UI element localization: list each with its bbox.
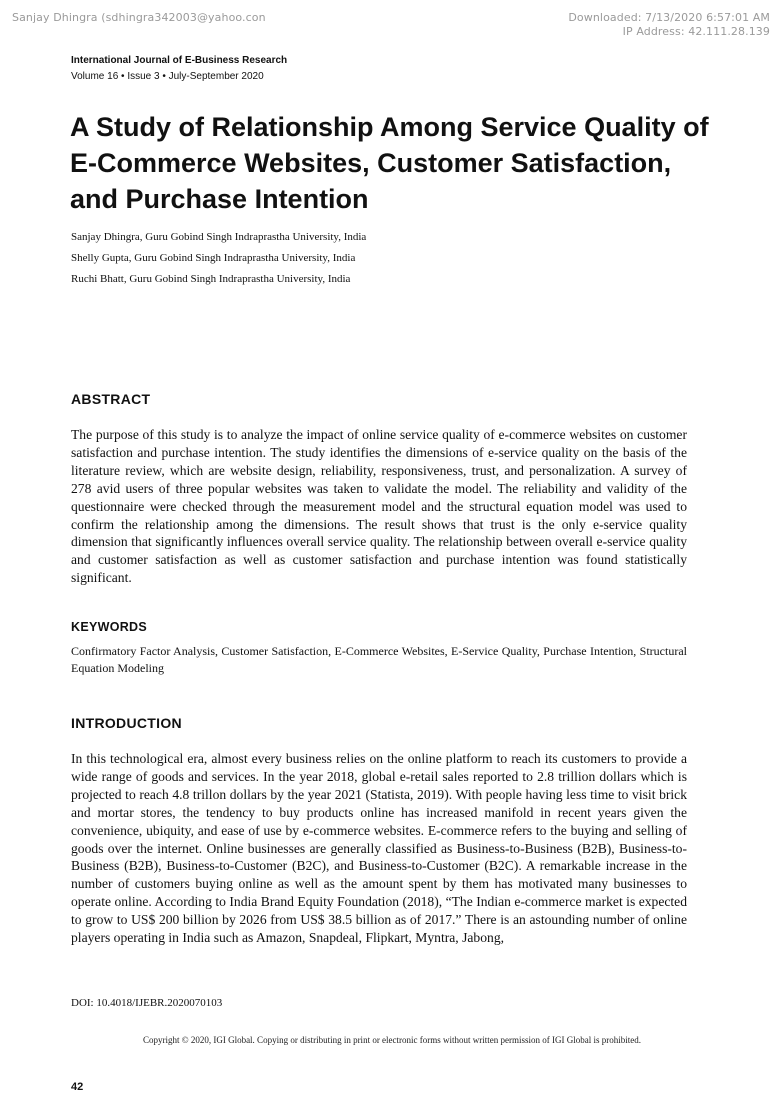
copyright-notice: Copyright © 2020, IGI Global. Copying or distributing in print or electronic forms without written permission of IGI Global is prohibited. [142,1035,642,1045]
author-line: Ruchi Bhatt, Guru Gobind Singh Indraprastha University, India [71,273,351,285]
journal-header [71,53,287,85]
watermark-downloaded: Downloaded: 7/13/2020 6:57:01 AM [568,11,770,24]
keywords-heading: KEYWORDS [71,620,148,634]
watermark-user: Sanjay Dhingra (sdhingra342003@yahoo.con [12,11,266,24]
author-line: Sanjay Dhingra, Guru Gobind Singh Indraprastha University, India [71,231,367,243]
author-list [71,227,366,290]
keywords-text: Confirmatory Factor Analysis, Customer Satisfaction, E-Commerce Websites, E-Service Quality, Purchase Intention, Structural Equation Modeling [71,644,687,675]
watermark-ip: IP Address: 42.111.28.139 [622,25,770,38]
doi: DOI: 10.4018/IJEBR.2020070103 [71,997,223,1009]
paper-title: A Study of Relationship Among Service Quality of E-Commerce Websites, Customer Satisfaction, and Purchase Intention [70,112,709,214]
author-line: Shelly Gupta, Guru Gobind Singh Indraprastha University, India [71,252,356,264]
journal-issue: Volume 16 • Issue 3 • July-September 2020 [71,71,264,82]
journal-name: International Journal of E-Business Research [71,55,288,66]
abstract-text: The purpose of this study is to analyze the impact of online service quality of e-commerce websites on customer satisfaction and purchase intention. The study identifies the dimensions of e-service quality on the basis of the literature review, which are website design, reliability, responsiveness, trust, and personalization. A survey of 278 avid users of three popular websites was taken to validate the model. The reliability and validity of the questionnaire were checked through the measurement model and the structural equation model was used to confirm the relationship among the dimensions. The result shows that trust is the only e-service quality dimension that significantly influences overall service quality. The relationship between overall e-service quality and customer satisfaction as well as customer satisfaction and purchase intention was found statistically significant. [71,427,687,586]
watermark-download-info [568,11,770,39]
introduction-text: In this technological era, almost every business relies on the online platform to reach its customers to provide a wide range of goods and services. In the year 2018, global e-retail sales reported to 2.8 trillion dollars which is projected to reach 4.8 trillon dollars by the year 2021 (Statista, 2019). With people having less time to visit brick and mortar stores, the tendency to buy products online has increased manifold in recent years given the convenience, ubiquity, and ease of use by e-commerce websites. E-commerce refers to the buying and selling of goods over the internet. Online businesses are generally classified as Business-to-Business (B2B), Business-to-Business (B2B), Business-to-Customer (B2C), and Business-to-Customer (B2C). A remarkable increase in the number of customers buying online as well as the amount spent by them has motivated many businesses to operate online. According to India Brand Equity Foundation (2018), “The Indian e-commerce market is expected to grow to US$ 200 billion by 2026 from US$ 38.5 billion as of 2017.” There is an astounding number of online players operating in India such as Amazon, Snapdeal, Flipkart, Myntra, Jabong, [71,751,687,946]
abstract-heading: ABSTRACT [71,391,151,407]
page-number: 42 [71,1081,84,1093]
introduction-heading: INTRODUCTION [71,715,182,731]
